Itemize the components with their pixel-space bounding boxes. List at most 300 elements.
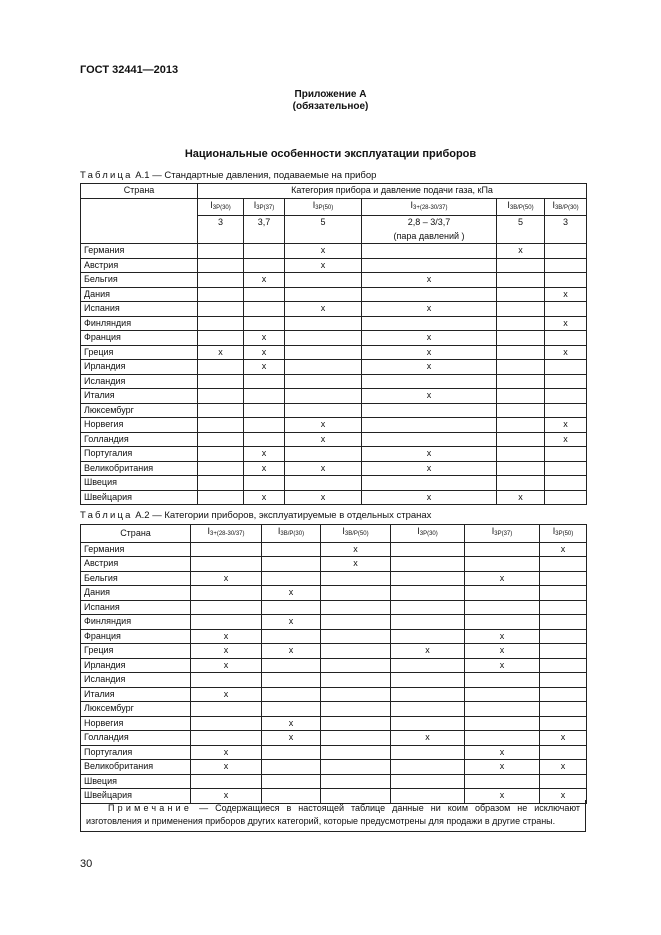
table2-category-sub: 3P(30) <box>419 531 438 537</box>
mark-cell <box>540 745 587 760</box>
table1-pressure-2 <box>285 216 362 244</box>
mark-cell: х <box>198 345 244 360</box>
mark-cell <box>465 774 540 789</box>
mark-cell <box>545 331 587 346</box>
table2-category-base: I <box>417 526 420 536</box>
country-cell: Великобритания <box>81 760 191 775</box>
pressure-value: 3,7 <box>257 217 271 227</box>
mark-cell <box>362 374 497 389</box>
mark-cell <box>198 389 244 404</box>
country-cell: Бельгия <box>81 273 198 288</box>
mark-cell: х <box>497 490 545 505</box>
table2-category-base: I <box>552 526 556 536</box>
mark-cell <box>497 273 545 288</box>
pressure-value: 3 <box>217 217 223 227</box>
table-row <box>81 360 587 375</box>
mark-cell <box>497 447 545 462</box>
table2-caption <box>80 510 431 521</box>
table-row <box>81 331 587 346</box>
mark-cell <box>198 331 244 346</box>
mark-cell <box>540 658 587 673</box>
table1-category-base: I <box>210 199 213 210</box>
mark-cell <box>362 287 497 302</box>
mark-cell <box>321 658 391 673</box>
mark-cell <box>191 716 262 731</box>
country-cell: Италия <box>81 389 198 404</box>
table1-body <box>81 184 587 505</box>
mark-cell <box>262 571 321 586</box>
mark-cell: х <box>497 244 545 259</box>
mark-cell: х <box>285 432 362 447</box>
mark-cell: х <box>244 331 285 346</box>
mark-cell <box>362 244 497 259</box>
country-cell: Исландия <box>81 673 191 688</box>
country-cell: Швеция <box>81 476 198 491</box>
mark-cell: х <box>321 557 391 572</box>
table2-category-sub: 3B/P(50) <box>344 531 369 537</box>
mark-cell <box>191 673 262 688</box>
table2-category-1 <box>262 525 321 543</box>
mark-cell <box>362 418 497 433</box>
mark-cell <box>391 760 465 775</box>
mark-cell <box>391 658 465 673</box>
mark-cell <box>198 360 244 375</box>
mark-cell: х <box>191 760 262 775</box>
table-row <box>81 490 587 505</box>
mark-cell: х <box>465 760 540 775</box>
mark-cell: х <box>262 716 321 731</box>
mark-cell <box>191 600 262 615</box>
mark-cell <box>262 760 321 775</box>
country-cell: Дания <box>81 287 198 302</box>
table1-category-sub: 3B/P(50) <box>509 204 534 211</box>
mark-cell <box>285 345 362 360</box>
mark-cell <box>244 374 285 389</box>
mark-cell: х <box>465 789 540 804</box>
mark-cell <box>285 287 362 302</box>
mark-cell: х <box>362 302 497 317</box>
table1-category-sub: 3P(50) <box>315 204 334 211</box>
country-cell: Греция <box>81 644 191 659</box>
table-row <box>81 476 587 491</box>
table-row <box>81 731 587 746</box>
mark-cell <box>262 774 321 789</box>
mark-cell: х <box>244 490 285 505</box>
mark-cell <box>465 687 540 702</box>
mark-cell: х <box>191 789 262 804</box>
mark-cell: х <box>362 345 497 360</box>
table-row <box>81 273 587 288</box>
mark-cell <box>497 331 545 346</box>
table-row <box>81 557 587 572</box>
table1-category-base: I <box>410 199 413 210</box>
mark-cell: х <box>545 287 587 302</box>
table1-category-sub: 3+(28-30/37) <box>412 204 448 211</box>
mark-cell <box>391 673 465 688</box>
mark-cell: х <box>362 389 497 404</box>
mark-cell <box>391 615 465 630</box>
mark-cell <box>262 687 321 702</box>
country-cell: Франция <box>81 331 198 346</box>
table-row <box>81 461 587 476</box>
mark-cell <box>198 374 244 389</box>
mark-cell: х <box>262 644 321 659</box>
table1-category-4 <box>497 198 545 216</box>
table-row <box>81 316 587 331</box>
mark-cell <box>545 244 587 259</box>
mark-cell <box>198 287 244 302</box>
table-row <box>81 658 587 673</box>
table-row <box>81 745 587 760</box>
mark-cell <box>362 476 497 491</box>
country-cell: Испания <box>81 600 191 615</box>
mark-cell <box>285 403 362 418</box>
mark-cell <box>191 615 262 630</box>
mark-cell <box>321 629 391 644</box>
table1-pressure-4 <box>497 216 545 244</box>
mark-cell <box>465 716 540 731</box>
mark-cell <box>545 302 587 317</box>
mark-cell <box>285 316 362 331</box>
mark-cell <box>465 586 540 601</box>
mark-cell <box>244 287 285 302</box>
table2-category-0 <box>191 525 262 543</box>
mark-cell: х <box>545 316 587 331</box>
country-cell: Германия <box>81 542 191 557</box>
table-row <box>81 586 587 601</box>
mark-cell: х <box>191 629 262 644</box>
table1-category-base: I <box>507 199 510 210</box>
table1-pressure-3 <box>362 216 497 244</box>
mark-cell <box>497 389 545 404</box>
mark-cell <box>391 774 465 789</box>
table-row <box>81 615 587 630</box>
mark-cell <box>321 644 391 659</box>
mark-cell <box>321 600 391 615</box>
table-row <box>81 629 587 644</box>
mark-cell <box>391 629 465 644</box>
mark-cell <box>497 476 545 491</box>
mark-cell <box>244 418 285 433</box>
mark-cell <box>285 447 362 462</box>
country-cell: Ирландия <box>81 360 198 375</box>
mark-cell <box>545 403 587 418</box>
table2-caption-text: А.2 — Категории приборов, эксплуатируемые в отдельных странах <box>132 510 432 521</box>
mark-cell <box>285 389 362 404</box>
mark-cell <box>244 432 285 447</box>
mark-cell <box>198 432 244 447</box>
mark-cell: х <box>465 571 540 586</box>
mark-cell <box>321 673 391 688</box>
mark-cell <box>198 447 244 462</box>
table-row <box>81 673 587 688</box>
table2-category-base: I <box>277 526 281 536</box>
note-text: — Содержащиеся в настоящей таблице данные ни коим образом не исключают изготовления и применения приборов других категорий, которые предусмотрены для продажи в другие страны. <box>86 803 580 826</box>
mark-cell <box>497 461 545 476</box>
table2-body <box>81 525 587 804</box>
mark-cell: х <box>540 789 587 804</box>
country-cell: Австрия <box>81 557 191 572</box>
mark-cell <box>244 403 285 418</box>
table1-category-1 <box>244 198 285 216</box>
mark-cell: х <box>465 629 540 644</box>
mark-cell <box>391 586 465 601</box>
mark-cell: х <box>362 273 497 288</box>
table2-category-sub: 3B/P(30) <box>280 531 305 537</box>
table2-category-4 <box>465 525 540 543</box>
mark-cell: х <box>362 360 497 375</box>
table1-category-base: I <box>312 199 316 210</box>
mark-cell <box>191 586 262 601</box>
country-cell: Португалия <box>81 447 198 462</box>
mark-cell: х <box>362 331 497 346</box>
mark-cell <box>465 557 540 572</box>
table-row <box>81 447 587 462</box>
mark-cell: х <box>545 418 587 433</box>
country-cell: Испания <box>81 302 198 317</box>
table1-category-3 <box>362 198 497 216</box>
mark-cell: х <box>545 432 587 447</box>
mark-cell: х <box>191 687 262 702</box>
table2-header-row <box>81 525 587 543</box>
pressure-value: 2,8 – 3/3,7 <box>407 217 451 227</box>
mark-cell <box>391 571 465 586</box>
mark-cell <box>540 571 587 586</box>
table1-pressure-0 <box>198 216 244 244</box>
mark-cell <box>362 316 497 331</box>
mark-cell <box>497 302 545 317</box>
mark-cell <box>285 360 362 375</box>
mark-cell <box>540 673 587 688</box>
mark-cell <box>198 490 244 505</box>
mark-cell <box>540 716 587 731</box>
mark-cell <box>545 461 587 476</box>
mark-cell: х <box>244 345 285 360</box>
page-number: 30 <box>80 858 93 870</box>
mark-cell: х <box>244 447 285 462</box>
mark-cell: х <box>262 731 321 746</box>
mark-cell <box>191 774 262 789</box>
mark-cell <box>321 615 391 630</box>
mark-cell: х <box>191 658 262 673</box>
table1-category-2 <box>285 198 362 216</box>
table-row <box>81 760 587 775</box>
country-cell: Дания <box>81 586 191 601</box>
mark-cell <box>198 244 244 259</box>
mark-cell: х <box>262 615 321 630</box>
mark-cell <box>540 615 587 630</box>
mark-cell <box>497 360 545 375</box>
country-cell: Финляндия <box>81 316 198 331</box>
table1-category-base: I <box>253 199 257 210</box>
country-cell: Италия <box>81 687 191 702</box>
mark-cell <box>198 476 244 491</box>
mark-cell: х <box>191 644 262 659</box>
table1-category-base: I <box>552 199 555 210</box>
mark-cell <box>321 760 391 775</box>
table1-country-header: Страна <box>81 184 198 199</box>
table-row <box>81 345 587 360</box>
mark-cell <box>262 702 321 717</box>
mark-cell <box>285 331 362 346</box>
mark-cell <box>545 447 587 462</box>
note-label: Примечание <box>108 803 193 813</box>
table1-caption-prefix: Таблица <box>80 170 133 181</box>
country-cell: Швейцария <box>81 490 198 505</box>
mark-cell <box>198 316 244 331</box>
mark-cell <box>244 389 285 404</box>
mark-cell <box>545 374 587 389</box>
pressure-note: (пара давлений ) <box>393 230 465 241</box>
table2-category-2 <box>321 525 391 543</box>
mark-cell <box>391 557 465 572</box>
mark-cell <box>198 403 244 418</box>
mark-cell: х <box>540 731 587 746</box>
mark-cell <box>198 461 244 476</box>
country-cell: Голландия <box>81 731 191 746</box>
table1-group-header: Категория прибора и давление подачи газа, кПа <box>198 184 587 199</box>
mark-cell <box>191 731 262 746</box>
mark-cell <box>465 673 540 688</box>
table1-caption-text: А.1 — Стандартные давления, подаваемые на прибор <box>132 170 377 181</box>
mark-cell <box>540 600 587 615</box>
mark-cell <box>285 273 362 288</box>
mark-cell <box>321 702 391 717</box>
country-cell: Исландия <box>81 374 198 389</box>
mark-cell <box>540 629 587 644</box>
mark-cell: х <box>285 302 362 317</box>
mark-cell <box>391 702 465 717</box>
country-cell: Люксембург <box>81 702 191 717</box>
mark-cell <box>198 273 244 288</box>
table-row <box>81 600 587 615</box>
mark-cell <box>198 302 244 317</box>
appendix-status: (обязательное) <box>292 101 369 112</box>
document-id: ГОСТ 32441—2013 <box>80 64 179 76</box>
mark-cell: х <box>540 542 587 557</box>
mark-cell: х <box>391 644 465 659</box>
country-cell: Франция <box>81 629 191 644</box>
mark-cell <box>540 557 587 572</box>
mark-cell <box>198 258 244 273</box>
mark-cell <box>465 731 540 746</box>
mark-cell: х <box>285 461 362 476</box>
mark-cell <box>321 687 391 702</box>
table-row <box>81 418 587 433</box>
mark-cell <box>321 571 391 586</box>
mark-cell <box>540 774 587 789</box>
mark-cell: х <box>362 447 497 462</box>
country-cell: Голландия <box>81 432 198 447</box>
table2-caption-prefix: Таблица <box>80 510 133 521</box>
mark-cell <box>391 687 465 702</box>
table-row <box>81 432 587 447</box>
mark-cell <box>244 244 285 259</box>
country-cell: Швеция <box>81 774 191 789</box>
mark-cell: х <box>362 461 497 476</box>
mark-cell <box>391 716 465 731</box>
mark-cell <box>465 702 540 717</box>
mark-cell <box>540 687 587 702</box>
table2-category-base: I <box>342 526 345 536</box>
mark-cell <box>497 432 545 447</box>
mark-cell <box>321 716 391 731</box>
section-title: Национальные особенности эксплуатации приборов <box>184 148 477 160</box>
country-cell: Финляндия <box>81 615 191 630</box>
table2-country-header: Страна <box>81 525 191 543</box>
mark-cell <box>244 258 285 273</box>
mark-cell <box>262 745 321 760</box>
mark-cell <box>321 586 391 601</box>
table1 <box>80 183 587 505</box>
mark-cell: х <box>362 490 497 505</box>
mark-cell: х <box>465 644 540 659</box>
country-cell: Швейцария <box>81 789 191 804</box>
mark-cell <box>545 360 587 375</box>
country-cell: Норвегия <box>81 418 198 433</box>
mark-cell <box>465 542 540 557</box>
mark-cell: х <box>244 273 285 288</box>
mark-cell <box>465 615 540 630</box>
table2-category-3 <box>391 525 465 543</box>
mark-cell <box>545 258 587 273</box>
mark-cell <box>321 745 391 760</box>
table-row <box>81 716 587 731</box>
pressure-value: 5 <box>320 217 326 227</box>
table-row <box>81 774 587 789</box>
mark-cell <box>362 432 497 447</box>
mark-cell <box>285 374 362 389</box>
table1-category-sub: 3B/P(30) <box>554 204 579 211</box>
mark-cell: х <box>191 745 262 760</box>
table-row <box>81 687 587 702</box>
country-cell: Норвегия <box>81 716 191 731</box>
mark-cell: х <box>244 360 285 375</box>
mark-cell: х <box>540 760 587 775</box>
mark-cell <box>391 542 465 557</box>
mark-cell <box>540 644 587 659</box>
mark-cell <box>540 586 587 601</box>
mark-cell: х <box>465 745 540 760</box>
table-row <box>81 258 587 273</box>
mark-cell <box>497 345 545 360</box>
mark-cell <box>262 629 321 644</box>
table2-category-sub: 3P(37) <box>494 531 513 537</box>
country-cell: Германия <box>81 244 198 259</box>
mark-cell <box>497 374 545 389</box>
mark-cell <box>465 600 540 615</box>
mark-cell <box>545 490 587 505</box>
mark-cell <box>391 745 465 760</box>
mark-cell: х <box>545 345 587 360</box>
mark-cell <box>191 557 262 572</box>
mark-cell <box>321 731 391 746</box>
mark-cell <box>285 476 362 491</box>
table2-category-base: I <box>207 526 210 536</box>
mark-cell: х <box>285 490 362 505</box>
table1-category-sub: 3P(37) <box>256 204 275 211</box>
table1-category-row <box>81 198 587 216</box>
mark-cell <box>191 542 262 557</box>
pressure-value: 5 <box>517 217 523 227</box>
country-cell: Бельгия <box>81 571 191 586</box>
mark-cell: х <box>285 418 362 433</box>
table-row <box>81 302 587 317</box>
table2-category-sub: 3+(28-30/37) <box>209 531 245 537</box>
mark-cell: х <box>262 586 321 601</box>
mark-cell <box>244 476 285 491</box>
mark-cell <box>362 258 497 273</box>
